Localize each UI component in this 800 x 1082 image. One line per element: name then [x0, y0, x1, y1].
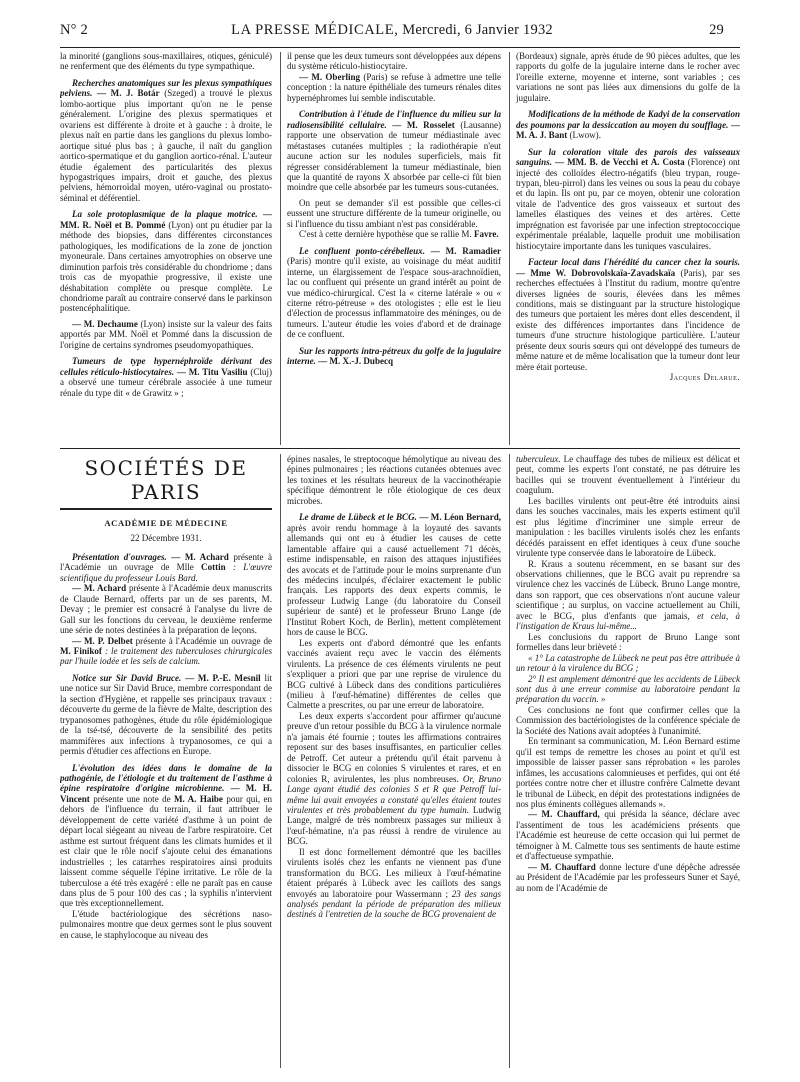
column-rule [280, 454, 281, 1068]
paragraph-text: Il est donc formellement démontré que les bacilles virulents isolés chez les enfants ne viennent pas d'une transformation du BCG. Les milieux à l'œuf-hématine étaient préparés à Lübeck avec les caillots des sangs envoyés au laboratoire pour Wassermann ; [287, 846, 501, 899]
article-body: (Lwow). [569, 130, 601, 141]
article [516, 257, 740, 372]
top-column-2 [287, 51, 501, 446]
bottom-column-1 [60, 454, 272, 1068]
column-rule [509, 52, 510, 445]
article-author: — M. Chauffard, [528, 809, 600, 820]
article-author: — M. Ramadier [430, 245, 501, 256]
article-body: (Paris), par ses recherches effectuées à l'Institut du radium, montre qu'entre diverses lignées de souris, élevées dans les mêmes conditions, mais se distinguant par la structure histologique des tumeurs que portaient les mères dont elles descendent, il existe des différences importantes dans l'incidence de tumeurs d'une structure histologique particulière. L'auteur présente deux souris sœurs qui ont développé des tumeurs de même nature et de même localisation que la tumeur dont leur mère était porteuse. [516, 267, 740, 372]
book-title: : L'œuvre scientifique du professeur Louis Bard. [60, 562, 272, 583]
page-number: 29 [709, 22, 724, 38]
article [287, 72, 501, 103]
article-title: Sur les rapports intra-pétreux du golfe de la jugulaire interne. [287, 345, 501, 367]
column-rule [509, 454, 510, 1068]
article-author: — Mme W. Dobrovolskaïa-Zavadskaïa [516, 267, 676, 278]
paragraph [287, 229, 501, 239]
paragraph: Les experts ont d'abord démontré que les enfants vaccinés avaient reçu avec le vaccin des éléments virulents. La présence de ces éléments virulents ne peut s'expliquer a priori que par une reprise de virulence du BCG cultivé à Lübeck dans des conditions particulières (milieu à l'œuf-hématine) différentes de celles que Calmette a prescrites, ou par une erreur de laboratoire. [287, 637, 501, 711]
paragraph-italic: tuberculeux. [516, 454, 561, 464]
header-rule [60, 47, 740, 48]
article-title: Contribution à l'étude de l'influence du milieu sur la radiosensibilité cellulaire. [287, 109, 501, 130]
article [60, 583, 272, 635]
top-column-1 [60, 51, 272, 446]
article-author: — M. Titu Vasiliu [176, 366, 248, 377]
article-body: (Szeged) a trouvé le plexus lombo-aortique plus important qu'on ne le pense généralement. L'origine des plexus spermatiques et ovariens est différente à droite et à gauche : à droite, le plexus naît en partie dans les ganglions du plexus lombo-aortique situé plus bas ; à gauche, il naît du ganglion aortico-spermatique et du ganglion aortico-rénal. L'auteur étudie également des particularités des plexus hypogastriques impairs, droit et gauche, des plexus pelviens, hémorroïdal moyen, utéro-vaginal ou prostato-séminal et déférentiel. [60, 88, 272, 203]
article-author: — M. P.-E. Mesnil [185, 672, 261, 683]
paragraph-text: qui présida la séance, déclare avec l'assentiment de tous les académiciens présents que l'Académie est heureuse de cette occasion qui lui permet de témoigner à M. Calmette tous ses sentiments de haute estime et d'affectueuse sympathie. [516, 809, 740, 862]
article-author: — M. P. Delbet [72, 635, 133, 646]
article [60, 78, 272, 203]
article-title: Facteur local dans l'hérédité du cancer chez la souris. [528, 257, 740, 268]
article-body: (Lyon) insiste sur la valeur des faits apportés par MM. Noël et Pommé dans la discussion de l'origine de certains syndromes pseudomyopathiques. [60, 318, 272, 350]
paragraph-italic: Or, Bruno Lange ayant étudié des colonies S et R que Petroff lui-même lui avait envoyées a constaté qu'elles étaient toutes virulentes et très probablement du type humain. [287, 773, 501, 815]
paragraph-italic: 23 des sangs analysés pendant la période de préparation des milieux destinés à l'entretien de la souche de BCG provenaient de [287, 888, 501, 920]
article-author: — M. Achard [171, 551, 229, 562]
paragraph [516, 454, 740, 496]
paragraph [516, 559, 740, 632]
paragraph: la minorité (ganglions sous-maxillaires, otiques, géniculé) ne renferment que des éléments du type sympathique. [60, 51, 272, 72]
journal-name: LA PRESSE MÉDICALE, [231, 22, 399, 38]
article [60, 636, 272, 667]
article-author: — M. H. Vincent [60, 783, 272, 804]
person-name: Cottin [201, 562, 226, 573]
article-body: (Florence) ont injecté des colloïdes électro-négatifs (bleu trypan, rouge-trypan, bleu-pirrol) dans les veines ou sous la peau du cobaye et du lapin. Ils ont pu, par ce moyen, obtenir une coloration vitale de l'adventice des gros vaisseaux et surtout des lamelles élastiques des veines et des artères. Cette imprégnation est favorisée par une infection streptococcique expérimentale préalable, laquelle produit une mobilisation histiocytaire importante dans les tuniques vasculaires. [516, 157, 740, 251]
page-header [60, 18, 724, 42]
article [287, 246, 501, 340]
paragraph: On peut se demander s'il est possible que celles-ci eussent une structure différente de la tumeur originelle, ou si l'influence du tissu ambiant n'est pas considérable. [287, 197, 501, 229]
article-title: Présentation d'ouvrages. [72, 551, 167, 562]
article-title: Modifications de la méthode de Kadyi de la conservation des poumons par la dessiccation au moyen du soufflage. [516, 109, 740, 130]
article-title: Sur la coloration vitale des parois des vaisseaux sanguins. [516, 146, 740, 168]
signature: Jacques Delarue. [669, 372, 740, 383]
person-name: M. Finikof [60, 645, 102, 656]
person-name: M. A. Haibe [174, 793, 223, 804]
article [60, 319, 272, 350]
paragraph: Ces conclusions ne font que confirmer celles que la Commission des bactériologistes de la conférence spéciale de la Société des Nations avait adoptées à l'unanimité. [516, 704, 740, 736]
article-title: Le confluent ponto-cérébelleux. [299, 245, 425, 256]
top-column-3 [516, 51, 740, 446]
article-title: Le drame de Lübeck et le BCG. [299, 512, 417, 523]
article [60, 763, 272, 909]
article-body: lit une notice sur Sir David Bruce, membre correspondant de la section d'Hygiène, et rappelle ses principaux travaux : découverte du germe de la fièvre de Malte, description des trypanosomes pathogènes, étude du rôle épidémiologique de la tsé-tsé, découverte de la sensibilité des petits mammifères aux infections à trypanosomes, ce qui a permis d'étudier ces affections en Europe. [60, 672, 272, 757]
paragraph [516, 809, 740, 861]
quote: « 1° La catastrophe de Lübeck ne peut pas être attribuée à un retour à la virulence du BCG ; [516, 652, 740, 674]
paragraph [287, 711, 501, 847]
paragraph [287, 847, 501, 920]
article-body: (Lyon) ont pu étudier par la méthode des biopsies, dans différentes circonstances pathologiques, les modifications de la zone de jonction myoneurale. Dans certaines amyotrophies on observe une diminution parfois très considérable du chondriome ; dans trois cas de myopathie progressive, il existe une déshabitation complète ou presque complète. Le chondriome paraît au contraire conservé dans le parkinson postencéphalitique. [60, 219, 272, 314]
quote: 2° Il est amplement démontré que les accidents de Lübeck sont dus à une erreur commise au laboratoire pendant la préparation du vaccin. » [516, 673, 740, 705]
article-author: — M. Achard [72, 583, 127, 594]
article-author: — M. A. J. Bant [516, 119, 740, 141]
article-body: présente une note de [93, 793, 171, 804]
article-body: présente à l'Académie deux manuscrits de Claude Bernard, offerts par un de ses parents, M. Devay ; le premier est consacré à l'analyse du livre de Gall sur les fonctions du cerveau, le deuxième renferme une série de notes destinées à la préparation de leçons. [60, 583, 272, 636]
article-body: pour qui, en dehors de l'influence du terrain, il faut attribuer le développement de cette variété d'asthme à un point de départ local siégeant au niveau de l'arbre respiratoire. Cet asthme est surtout fréquent dans les climats humides et il est clair que le rôle nocif s'ajoute celui des émanations industrielles ; les catarrhes respiratoires ainsi produits laissent comme séquelle l'épine irritative. Le rôle de la tuberculose a été très exagéré : elle ne paraît pas en cause dans plus de 5 pour 100 des cas ; la syphilis n'intervient que très exceptionnellement. [60, 793, 272, 909]
article-author: — M. J. Botár [97, 88, 160, 99]
article-author: — MM. R. Noël et B. Pommé [60, 209, 272, 230]
article [516, 147, 740, 252]
journal-title [60, 22, 724, 39]
paragraph: il pense que les deux tumeurs sont développées aux dépens du système réticulo-histiocytaire. [287, 51, 501, 72]
section-rule [60, 448, 740, 449]
article-body: (Cluj) a observé une tumeur cérébrale associée à une tumeur rénale du type dit « de Grawitz » ; [60, 366, 272, 398]
book-title: : le traitement des tuberculoses chirurgicales par l'huile iodée et les sels de calcium. [60, 645, 272, 667]
paragraph-text: R. Kraus a soutenu récemment, en se basant sur des observations chiliennes, que le BCG avait pu reprendre sa virulence chez les vaccinés de Lübeck. Bruno Lange montre, dans son rapport, que ces observations n'ont aucune valeur scientifique ; au surplus, on vaccine actuellement au Chili, avec le BCG, plus d'enfants que jamais, [516, 558, 740, 621]
article-title: Tumeurs de type hypernéphroïde dérivant des cellules réticulo-histiocytaires. [60, 356, 272, 377]
article-title: Recherches anatomiques sur les plexus sympathiques pelviens. [60, 77, 272, 99]
article-body: (Lausanne) rapporte une observation de tumeur médiastinale avec métastases cutanées multiples ; la radiothérapie n'eut aucune action sur les nodules superficiels, mais fit régresser considérablement la tumeur médiastinale, bien que la quantité de rayons X absorbée par celle-ci fût bien moindre que celle absorbée par les tumeurs sous-cutanées. [287, 119, 501, 193]
article-author: — M. Dechaume [72, 318, 138, 329]
issue-date: Mercredi, 6 Janvier 1932 [402, 22, 553, 38]
article-body: après avoir rendu hommage à la loyauté des savants allemands qui ont eu à étudier les causes de cette lamentable affaire qui a causé actuellement 71 décès, estime indispensable, en raison des attaques injustifiées des avocats et de l'attitude pour le moins surprenante d'un des médecins inculpés, d'éclairer exactement le public français. Les rapports des deux experts commis, le professeur Ludwig Lange (du laboratoire du Conseil supérieur de santé) et le professeur Bruno Lange (de l'Institut Robert Koch, de Berlin), mettent complètement hors de cause le BCG. [287, 522, 501, 638]
paragraph-italic: et cela, à l'instigation de Kraus lui-même... [516, 610, 740, 632]
article [60, 356, 272, 398]
section-title: SOCIÉTÉS DE PARIS [84, 456, 248, 504]
column-rule [280, 52, 281, 445]
society-name: ACADÉMIE DE MÉDECINE [104, 518, 228, 528]
article-author: — M. Chauffard [528, 861, 596, 872]
article [60, 209, 272, 314]
article-title: Notice sur Sir David Bruce. [72, 672, 182, 683]
article-body: (Paris) montre qu'il existe, au voisinage du méat auditif interne, un élargissement de l'espace sous-arachnoïdien, lac ou confluent qui présente un grand intérêt au point de vue médico-chirurgical. C'est la « citerne latérale » ou « citerne rétro-pétreuse » des otologistes ; elle est le lieu d'élection de processus inflammatoire des méninges, ou de tumeurs. L'auteur étudie les voies d'abord et de drainage de ce confluent. [287, 256, 501, 340]
bottom-column-2 [287, 454, 501, 1068]
paragraph: L'étude bactériologique des sécrétions naso-pulmonaires montre que deux germes sont le plus souvent en cause, le staphylocoque au niveau des [60, 908, 272, 940]
article [60, 552, 272, 583]
person-name: Favre. [473, 229, 499, 240]
article-body: présente à l'Académie un ouvrage de Mlle [60, 551, 272, 573]
paragraph: Les bacilles virulents ont peut-être été introduits ainsi dans les souches vaccinales, mais les experts estiment qu'il est plus légitime d'incriminer une simple erreur de manipulation : les bacilles virulents isolés chez les enfants décédés paraissent en effet identiques à ceux d'une souche virulente type conservée dans le laboratoire de Lübeck. [516, 495, 740, 559]
paragraph [516, 862, 740, 893]
session-date: 22 Décembre 1931. [130, 533, 202, 544]
paragraph: épines nasales, le streptocoque hémolytique au niveau des épines pulmonaires ; les réactions cutanées obtenues avec les toxines et les résultats heureux de la vaccinothérapie spécifique démontrent le rôle étiologique de ces deux microbes. [287, 454, 501, 506]
paragraph: Les conclusions du rapport de Bruno Lange sont formelles dans leur brièveté : [516, 631, 740, 653]
article-title: L'évolution des idées dans le domaine de la pathogénie, de l'étiologie et du traitement de l'asthme à épine respiratoire d'origine microbienne. [60, 762, 272, 794]
bottom-column-3 [516, 454, 740, 1068]
article-author: — M. Oberling [299, 71, 361, 82]
article-author: — MM. B. de Vecchi et A. Costa [555, 157, 685, 168]
issue-number: N° 2 [60, 22, 88, 38]
article-body: présente à l'Académie un ouvrage de [135, 635, 272, 646]
paragraph-text: C'est à cette dernière hypothèse que se rallie M. [299, 229, 472, 240]
article-title: La sole protoplasmique de la plaque motrice. [72, 209, 258, 220]
article [60, 673, 272, 757]
article-author: — M. Léon Bernard, [419, 512, 501, 523]
section-title-rule [60, 508, 272, 510]
article-author: — M. X.-J. Dubecq [318, 356, 394, 367]
paragraph-text: donne lecture d'une dépêche adressée au Président de l'Académie par les professeurs Suner et Sayé, au nom de l'Académie de [516, 861, 740, 893]
paragraph-text: Les deux experts s'accordent pour affirmer qu'aucune preuve d'un retour possible du BCG à la virulence normale n'a jamais été fournie ; toutes les affirmations contraires reposent sur des bases insuffisantes, en particulier celles de Petroff. Cet auteur a prétendu qu'il était parvenu à dissocier le BCG en colonies S virulentes et rares, et en colonies R, avirulentes, les plus nombreuses. [287, 710, 501, 784]
paragraph: En terminant sa communication, M. Léon Bernard estime qu'il est temps de remettre les choses au point et qu'il est impossible de laisser passer sans réprobation « les paroles infâmes, les accusations calomnieuses et perfides, qui ont été portées contre notre cher et illustre confrère Calmette devant le tribunal de Lübeck, en dépit des protestations indignées de nos plus éminents collègues allemands ». [516, 736, 740, 809]
article [287, 346, 501, 367]
paragraph-text: Ludwig Lange, malgré de très nombreux passages sur milieux à l'œuf-hématine, n'a pas réussi à rendre de virulence au BCG. [287, 804, 501, 847]
paragraph: (Bordeaux) signale, après étude de 90 pièces adultes, que les rapports du golfe de la jugulaire interne dans le rocher avec l'oreille externe, moyenne et interne, sont variables ; ces variations ne sont pas liées aux dimensions du golfe de la jugulaire. [516, 51, 740, 103]
article-body: (Paris) se refuse à admettre une telle conception : la nature épithéliale des tumeurs rénales dites hypernéphromes lui semble indiscutable. [287, 71, 501, 103]
paragraph-text: Le chauffage des tubes de milieux est délicat et peut, comme les experts l'ont constaté, ne pas détruire les bacilles qui se trouvent éventuellement à l'intérieur du coagulum. [516, 454, 740, 496]
article [287, 109, 501, 193]
article [516, 109, 740, 140]
article [287, 512, 501, 637]
article-author: — M. Rosselet [392, 119, 455, 130]
